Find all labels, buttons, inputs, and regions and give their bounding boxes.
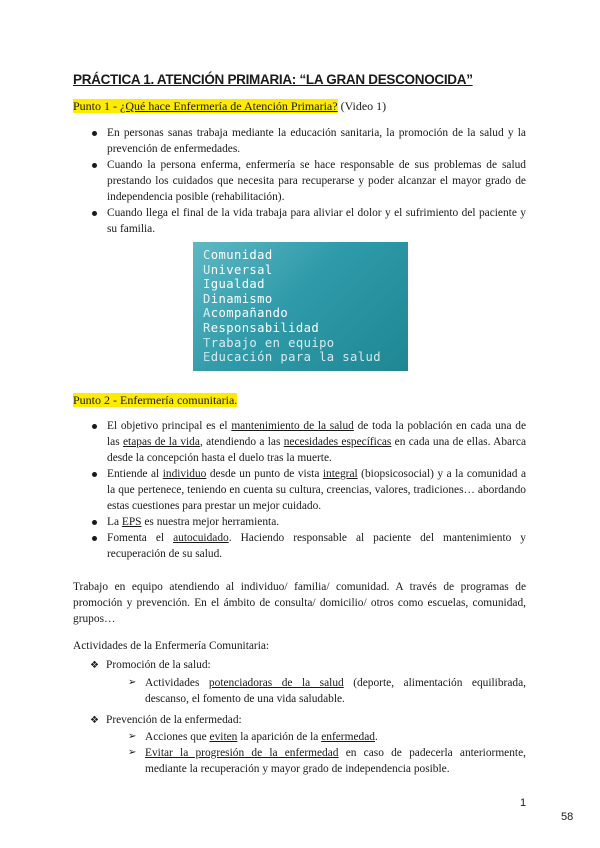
acrostic-line: Comunidad [203,248,273,262]
arrow-bullet-icon: ➢ [128,747,137,758]
punto2-list [73,418,526,562]
arrow-bullet-icon: ➢ [128,731,137,742]
list-item: Cuando llega el final de la vida trabaja para aliviar el dolor y el sufrimiento del paciente y su familia. [73,205,526,237]
list-item: Entiende al individuo desde un punto de vista integral (biopsicosocial) y a la comunidad a la que pertenece, teniendo en cuenta su cultura, creencias, valores, tradiciones… abordando estas cuestiones para prestar un mejor cuidado. [73,466,526,514]
prevencion-subitem-1: ➢ Acciones que eviten la aparición de la enfermedad. [128,731,378,743]
acrostic-line: Responsabilidad [203,320,320,335]
acrostic-line: Acompañando [203,306,289,321]
page-counter: 58 [561,811,574,823]
prevencion-subitem-2: ➢ Evitar la progresión de la enfermedad en caso de padecerla anteriormente, mediante la recuperación y mayor grado de independencia posible. [128,747,526,775]
list-item: Fomenta el autocuidado. Haciendo responsable al paciente del mantenimiento y recuperación de su salud. [73,530,526,562]
curiadte-acrostic-image [193,242,408,371]
acrostic-line: Trabajo en equipo [203,335,335,350]
acrostic-line: Educación para la salud [203,350,381,365]
punto1-heading [73,99,386,114]
diamond-bullet-icon: ❖ [90,660,99,671]
page-number: 1 [520,797,527,809]
promocion-subitem: ➢ Actividades potenciadoras de la salud (deporte, alimentación equilibrada, descanso, el fomento de una vida saludable. [128,677,526,705]
punto1-suffix: (Video 1) [337,99,387,113]
promocion-item: ❖ Promoción de la salud: [90,657,211,674]
punto2-heading: Punto 2 - Enfermería comunitaria. [73,393,238,407]
list-item: El objetivo principal es el mantenimiento de la salud de toda la población en cada una de las etapas de la vida, atendiendo a las necesidades específicas en cada una de ellas. Abarca desde la concepción hasta el duelo tras la muerte. [73,418,526,466]
trabajo-equipo-paragraph: Trabajo en equipo atendiendo al individuo/ familia/ comunidad. A través de programas de promoción y prevención. En el ámbito de consulta/ domicilio/ otros como escuelas, comunidad, grupos… [73,581,526,625]
acrostic-line: Universal [203,262,273,277]
acrostic-line: Igualdad [203,277,265,292]
punto1-prefix: Punto 1 - [73,99,121,113]
list-item: En personas sanas trabaja mediante la educación sanitaria, la promoción de la salud y la prevención de enfermedades. [73,125,526,157]
punto1-list [73,125,526,237]
page-title: PRÁCTICA 1. ATENCIÓN PRIMARIA: “LA GRAN DESCONOCIDA” [73,72,473,87]
acrostic-line: Dinamismo [203,291,273,306]
actividades-title: Actividades de la Enfermería Comunitaria: [73,640,270,652]
arrow-bullet-icon: ➢ [128,677,137,688]
prevencion-item: ❖ Prevención de la enfermedad: [90,712,242,729]
punto1-question: ¿Qué hace Enfermería de Atención Primaria? [120,99,338,113]
list-item: Cuando la persona enferma, enfermería se hace responsable de sus problemas de salud prestando los cuidados que necesita para recuperarse y poder alcanzar el mayor grado de independencia posible (rehabilitación). [73,157,526,205]
diamond-bullet-icon: ❖ [90,715,99,726]
list-item: La EPS es nuestra mejor herramienta. [73,514,526,530]
